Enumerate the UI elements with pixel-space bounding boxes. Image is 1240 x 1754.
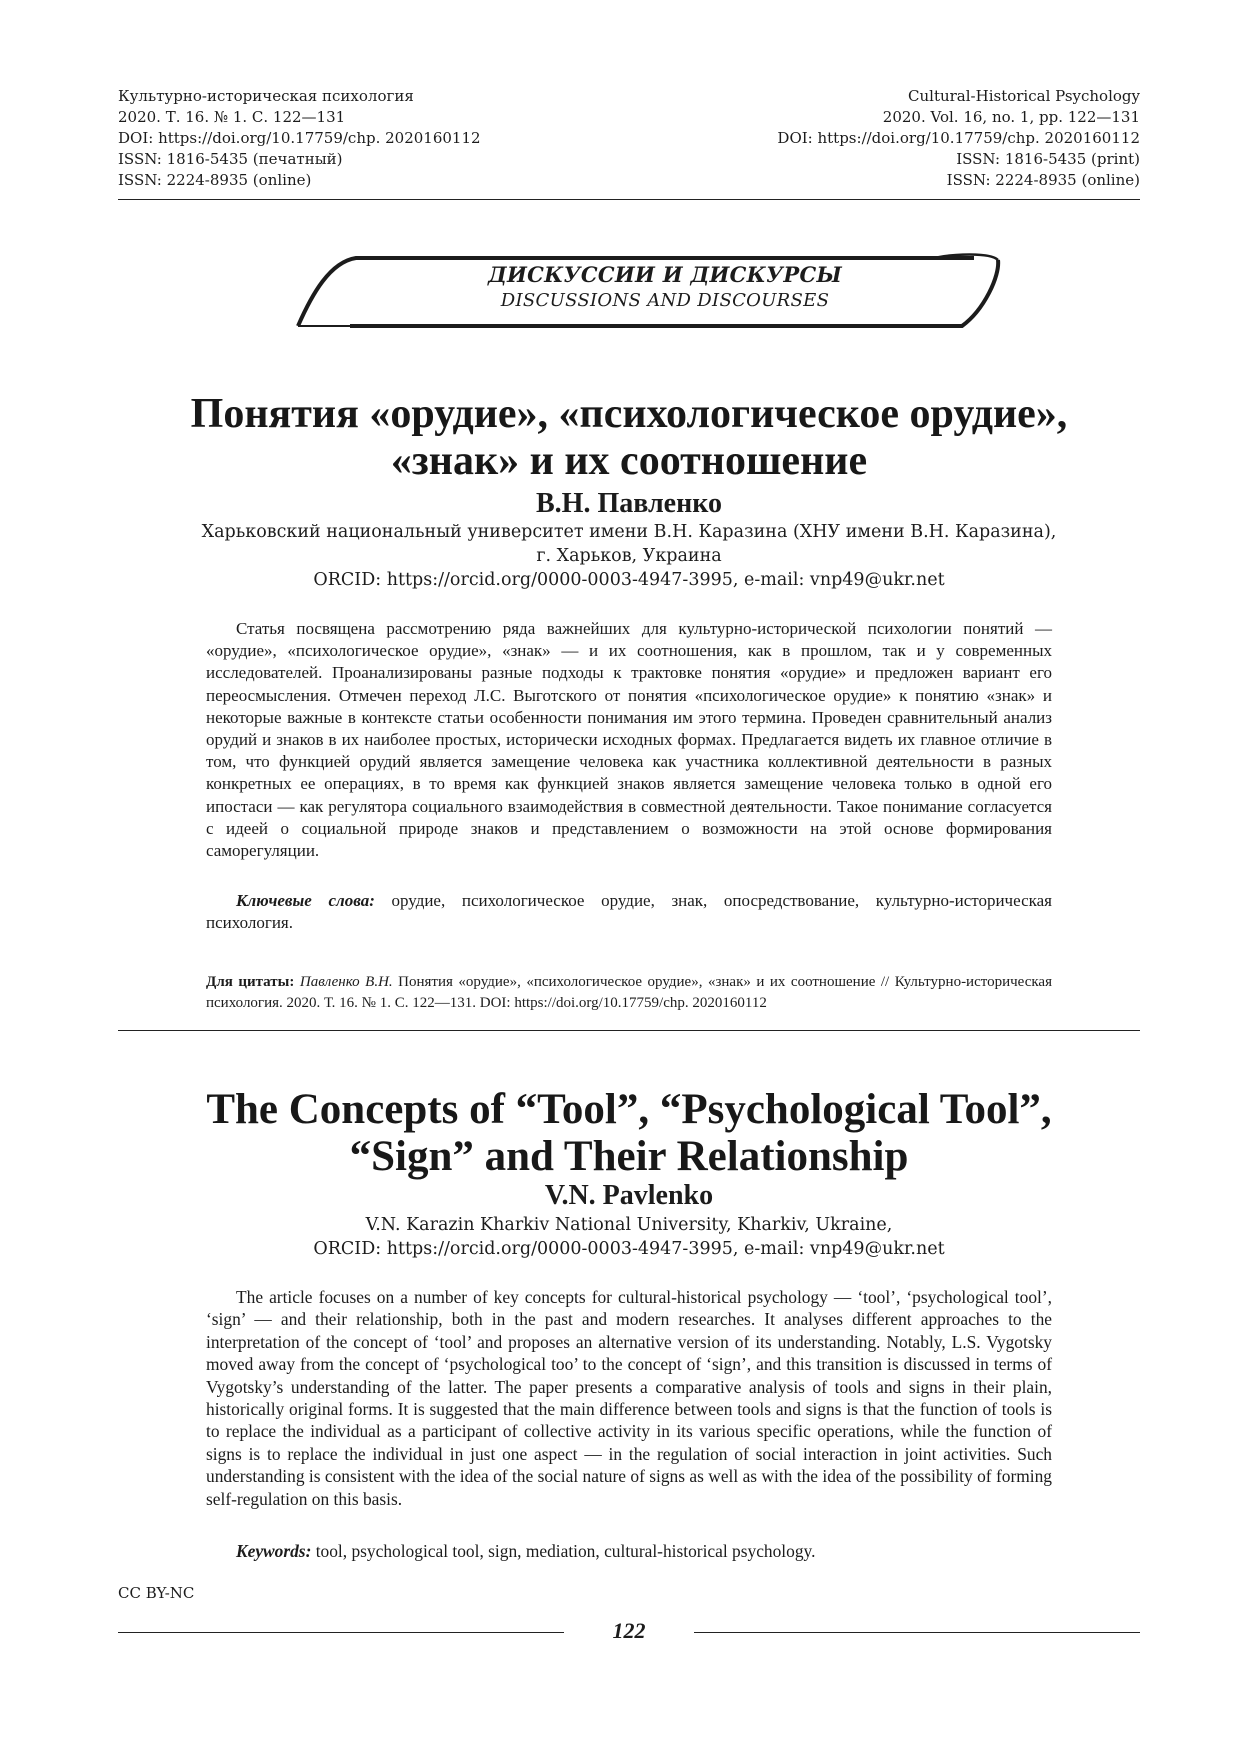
keywords-label-ru: Ключевые слова:	[236, 891, 375, 910]
journal-name-ru: Культурно-историческая психология	[118, 87, 414, 105]
header-right	[777, 86, 1140, 191]
affiliation-en-line1: V.N. Karazin Kharkiv National University, Kharkiv, Ukraine,	[365, 1215, 893, 1235]
issn-online-en: ISSN: 2224-8935 (online)	[946, 171, 1140, 189]
section-title-ru: ДИСКУССИИ И ДИСКУРСЫ	[487, 262, 843, 287]
footer-rule-left	[118, 1632, 564, 1633]
section-divider	[118, 1030, 1140, 1031]
citation	[206, 972, 1052, 1014]
issn-print-en: ISSN: 1816-5435 (print)	[956, 150, 1140, 168]
footer-rule-right	[694, 1632, 1140, 1633]
article-title-en-line1: The Concepts of “Tool”, “Psychological Tool”,	[206, 1086, 1052, 1133]
section-title-en: DISCUSSIONS AND DISCOURSES	[500, 290, 830, 311]
page-number: 122	[612, 1618, 646, 1643]
license: CC BY-NC	[118, 1584, 195, 1602]
keywords-ru	[206, 890, 1052, 934]
citation-text: Понятия «орудие», «психологическое орудие», «знак» и их соотношение // Культурно-историческая психология. 2020. Т. 16. № 1. С. 122—131. DOI: https://doi.org/10.17759/chp. 2020160112	[206, 974, 1052, 1011]
orcid-email-ru[interactable]: ORCID: https://orcid.org/0000-0003-4947-3995, e-mail: vnp49@ukr.net	[313, 570, 945, 590]
header-left	[118, 86, 481, 191]
doi-ru[interactable]: DOI: https://doi.org/10.17759/chp. 2020160112	[118, 129, 481, 147]
affiliation-ru	[118, 520, 1140, 592]
author-en: V.N. Pavlenko	[544, 1180, 714, 1211]
keywords-label-en: Keywords:	[236, 1541, 312, 1561]
abstract-ru: Статья посвящена рассмотрению ряда важнейших для культурно-исторической психологии понятий — «орудие», «психологическое орудие», «знак» — и их соотношения, как в прошлом, так и у современных исследователей. Проанализированы разные подходы к трактовке понятия «орудие» и предложен вариант его переосмысления. Отмечен переход Л.С. Выготского от понятия «психологическое орудие» к понятию «знак» и некоторые важные в контексте статьи особенности понимания им этого термина. Проведен сравнительный анализ орудий и знаков в их наиболее простых, исторически исходных формах. Предлагается видеть их главное отличие в том, что функцией орудий является замещение человека как участника коллективной деятельности в разных конкретных ее операциях, в то время как функцией знаков является замещение человека только в одной его ипостаси — как регулятора социального взаимодействия в совместной деятельности. Такое понимание согласуется с идеей о социальной природе знаков и представлением о возможности на этой основе формирования саморегуляции.	[206, 619, 1052, 861]
citation-label: Для цитаты:	[206, 974, 295, 990]
keywords-text-ru: орудие, психологическое орудие, знак, опосредствование, культурно-историческая психология.	[206, 891, 1052, 932]
journal-name-en: Cultural-Historical Psychology	[908, 87, 1140, 105]
affiliation-ru-line2: г. Харьков, Украина	[536, 546, 722, 566]
issue-ru: 2020. Т. 16. № 1. С. 122—131	[118, 108, 346, 126]
affiliation-ru-line1: Харьковский национальный университет имени В.Н. Каразина (ХНУ имени В.Н. Каразина),	[201, 522, 1057, 542]
citation-author: Павленко В.Н.	[294, 974, 393, 990]
doi-en[interactable]: DOI: https://doi.org/10.17759/chp. 2020160112	[777, 129, 1140, 147]
issn-online-ru: ISSN: 2224-8935 (online)	[118, 171, 312, 189]
article-title-ru	[118, 391, 1140, 485]
affiliation-en	[118, 1213, 1140, 1261]
author-ru: В.Н. Павленко	[535, 488, 723, 519]
abstract-en: The article focuses on a number of key concepts for cultural-historical psychology — ‘tool’, ‘psychological tool’, ‘sign’ — and their relationship, both in the past and modern researches. It analyses different approaches to the interpretation of the concept of ‘tool’ and proposes an alternative version of its understanding. Notably, L.S. Vygotsky moved away from the concept of ‘psychological too’ to the concept of ‘sign’, and this transition is discussed in terms of Vygotsky’s understanding of the latter. The paper presents a comparative analysis of tools and signs in their plain, historically original forms. It is suggested that the main difference between tools and signs is that the function of tools is to replace the individual as a participant of collective activity in its various specific operations, while the function of signs is to replace the individual in just one aspect — in the regulation of social interaction in joint activities. Such understanding is consistent with the idea of the social nature of signs as well as with the idea of the possibility of forming self-regulation on this basis.	[206, 1287, 1052, 1509]
article-title-en-line2: “Sign” and Their Relationship	[349, 1133, 909, 1180]
issue-en: 2020. Vol. 16, no. 1, pp. 122—131	[882, 108, 1140, 126]
article-title-ru-line1: Понятия «орудие», «психологическое орудие»,	[190, 391, 1068, 437]
keywords-text-en: tool, psychological tool, sign, mediation, cultural-historical psychology.	[311, 1541, 816, 1561]
issn-print-ru: ISSN: 1816-5435 (печатный)	[118, 150, 343, 168]
orcid-email-en[interactable]: ORCID: https://orcid.org/0000-0003-4947-3995, e-mail: vnp49@ukr.net	[313, 1239, 945, 1259]
header-divider	[118, 199, 1140, 200]
article-title-ru-line2: «знак» и их соотношение	[390, 438, 868, 484]
article-title-en	[118, 1086, 1140, 1180]
keywords-en	[206, 1540, 1052, 1562]
